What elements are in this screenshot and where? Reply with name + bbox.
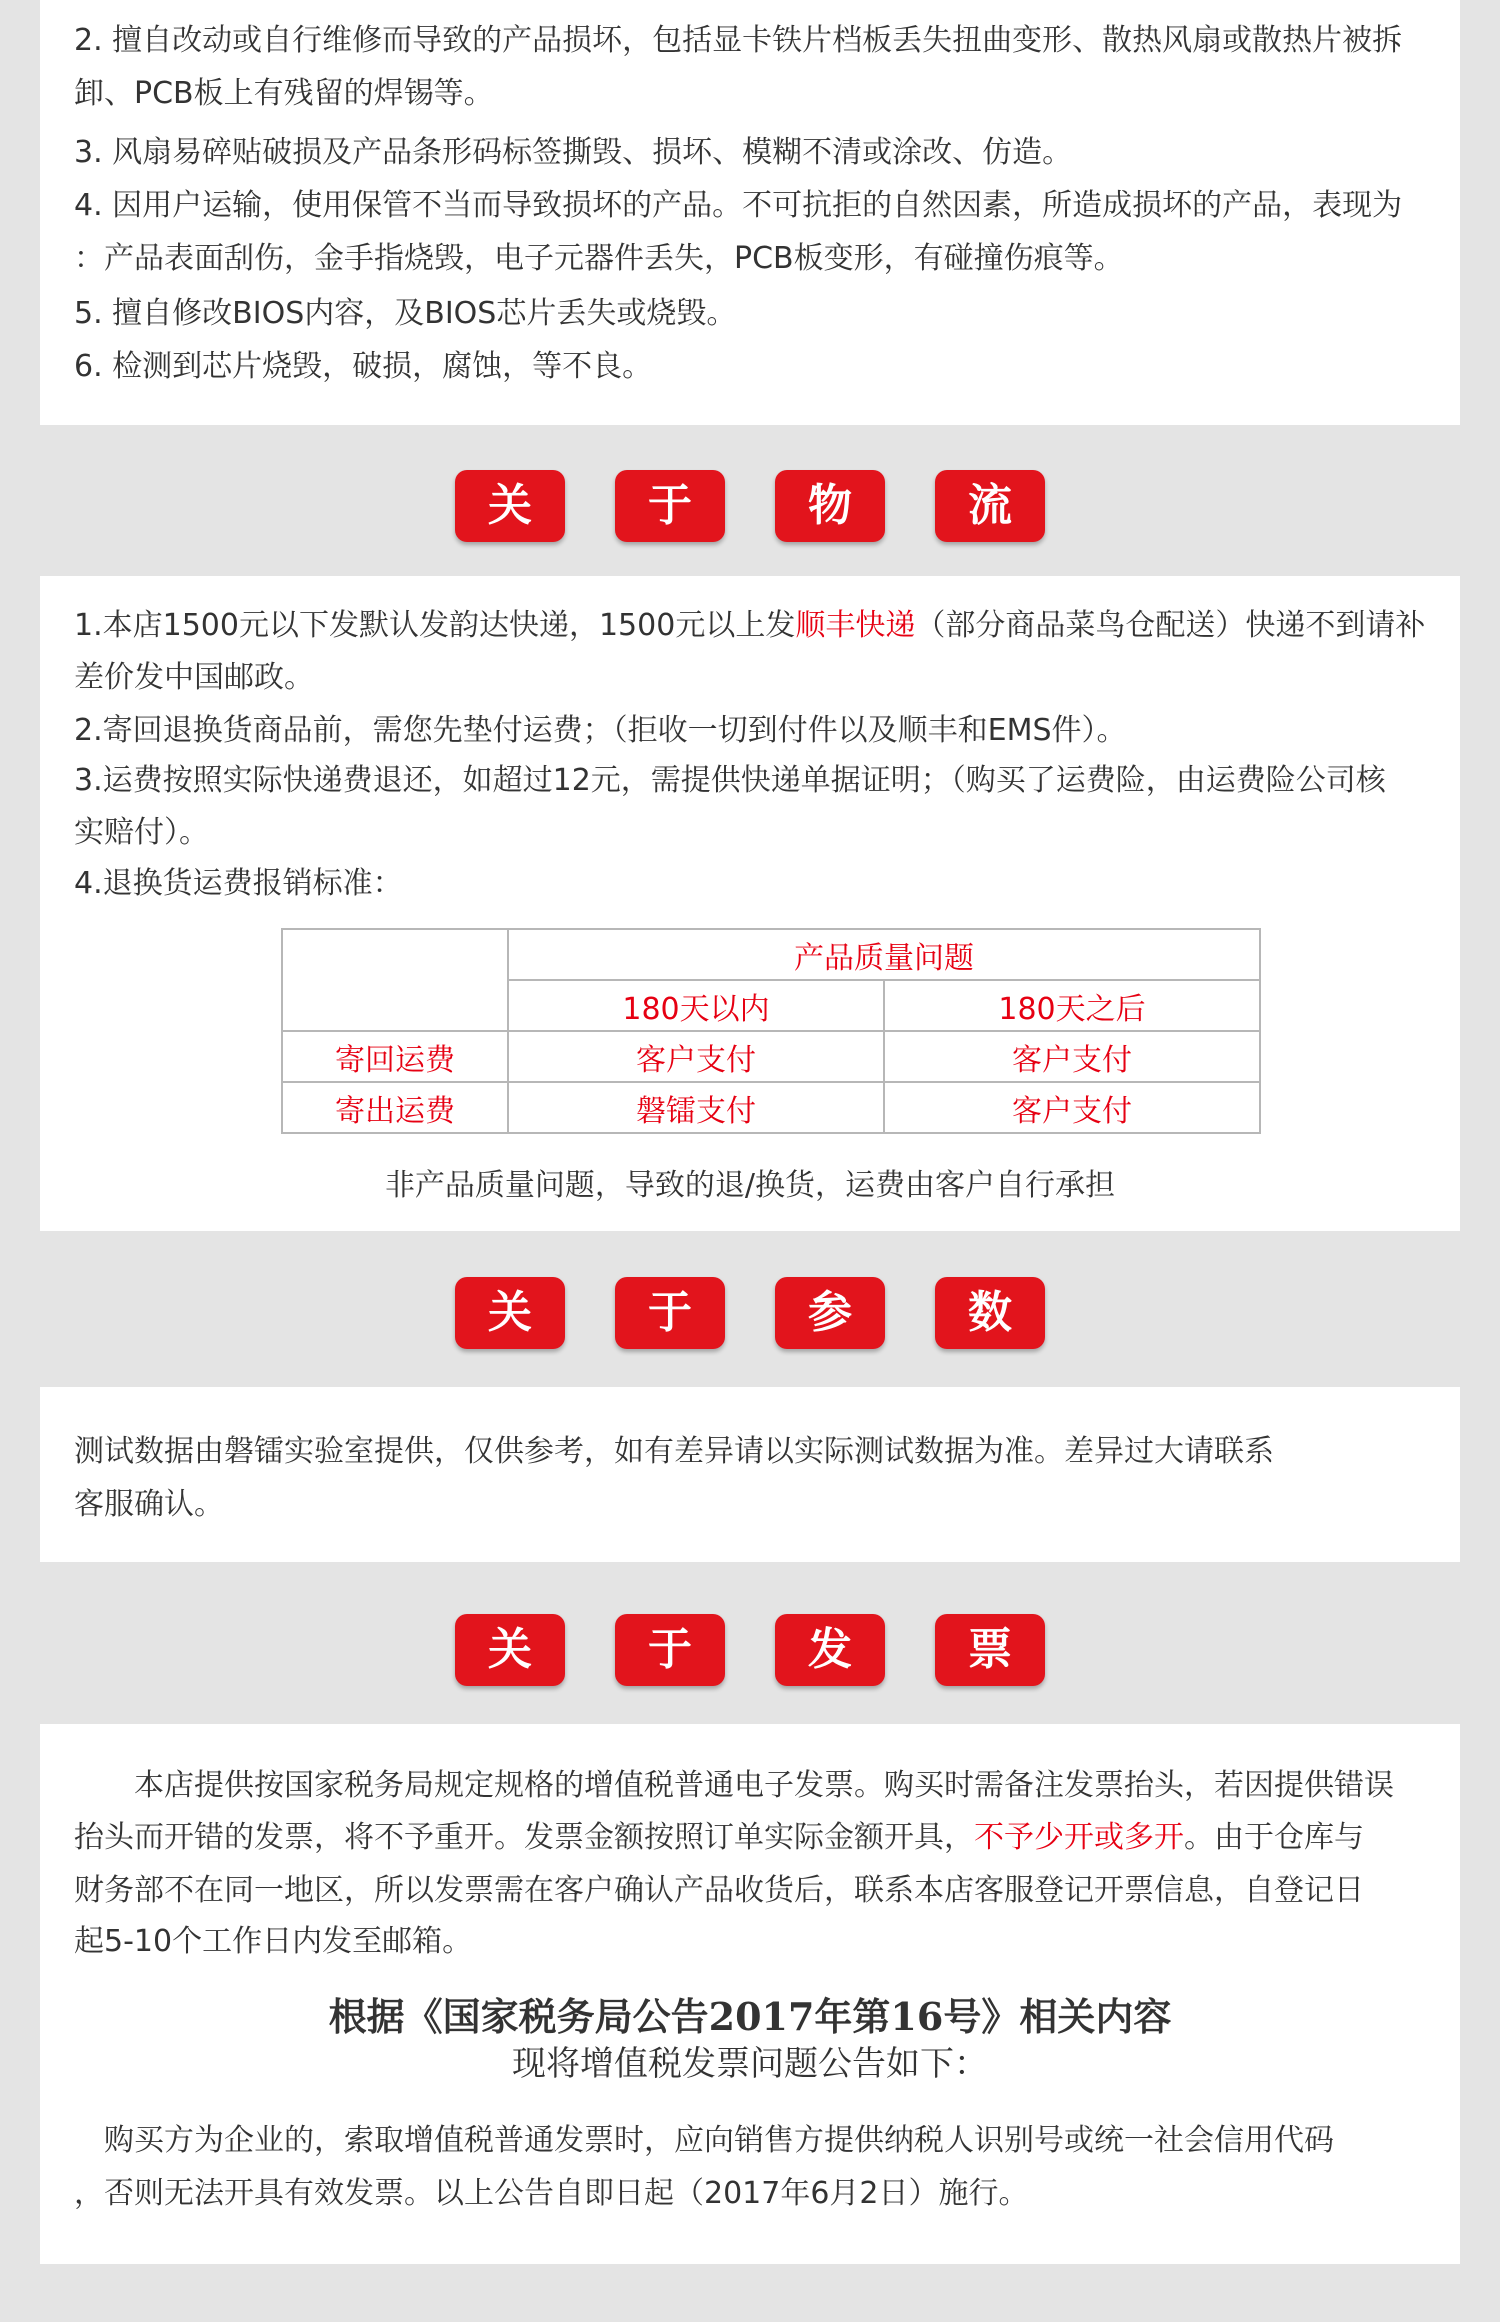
quality-line: 5. 擅自修改BIOS内容，及BIOS芯片丢失或烧毁。 bbox=[74, 296, 737, 331]
row-label: 寄回运费 bbox=[282, 1031, 508, 1082]
logistics-heading bbox=[0, 470, 1500, 542]
heading-char: 参 bbox=[775, 1277, 885, 1349]
table-header-within: 180天以内 bbox=[508, 980, 884, 1031]
table-header-after: 180天之后 bbox=[884, 980, 1260, 1031]
table-cell: 客户支付 bbox=[884, 1082, 1260, 1133]
notice-line: 购买方为企业的，索取增值税普通发票时，应向销售方提供纳税人识别号或统一社会信用代码 bbox=[74, 2123, 1334, 2158]
quality-terms-panel bbox=[40, 0, 1460, 425]
quality-line: 2. 擅自改动或自行维修而导致的产品损坏，包括显卡铁片档板丢失扭曲变形、散热风扇或散热片被拆 bbox=[74, 23, 1403, 58]
params-heading bbox=[0, 1277, 1500, 1349]
invoice-line: 起5-10个工作日内发至邮箱。 bbox=[74, 1924, 473, 1959]
table-row bbox=[282, 1031, 1260, 1082]
row-label: 寄出运费 bbox=[282, 1082, 508, 1133]
heading-char: 票 bbox=[935, 1614, 1045, 1686]
invoice-line: 抬头而开错的发票，将不予重开。发票金额按照订单实际金额开具，不予少开或多开。由于仓库与 bbox=[74, 1820, 1364, 1855]
notice-subtitle: 现将增值税发票问题公告如下： bbox=[512, 2044, 988, 2084]
table-cell: 客户支付 bbox=[884, 1031, 1260, 1082]
invoice-line: 本店提供按国家税务局规定规格的增值税普通电子发票。购买时需备注发票抬头，若因提供错误 bbox=[74, 1768, 1394, 1803]
notice-title: 根据《国家税务局公告2017年第16号》相关内容 bbox=[328, 1994, 1172, 2039]
table-row bbox=[282, 1082, 1260, 1133]
params-panel bbox=[40, 1387, 1460, 1562]
logistics-line: 差价发中国邮政。 bbox=[74, 660, 314, 695]
table-cell: 磐镭支付 bbox=[508, 1082, 884, 1133]
heading-char: 流 bbox=[935, 470, 1045, 542]
heading-char: 数 bbox=[935, 1277, 1045, 1349]
heading-char: 于 bbox=[615, 1614, 725, 1686]
quality-line: 4. 因用户运输，使用保管不当而导致损坏的产品。不可抗拒的自然因素，所造成损坏的产品，表现为 bbox=[74, 188, 1403, 223]
heading-char: 关 bbox=[455, 1277, 565, 1349]
heading-char: 关 bbox=[455, 1614, 565, 1686]
logistics-line: 实赔付）。 bbox=[74, 815, 209, 850]
table-header-quality: 产品质量问题 bbox=[508, 929, 1260, 980]
logistics-line: 2.寄回退换货商品前，需您先垫付运费；（拒收一切到付件以及顺丰和EMS件）。 bbox=[74, 713, 1127, 748]
logistics-line: 4.退换货运费报销标准： bbox=[74, 866, 403, 901]
heading-char: 于 bbox=[615, 470, 725, 542]
quality-line: ：产品表面刮伤，金手指烧毁，电子元器件丢失，PCB板变形，有碰撞伤痕等。 bbox=[74, 241, 1124, 276]
shipping-fee-table bbox=[281, 928, 1261, 1134]
heading-char: 关 bbox=[455, 470, 565, 542]
invoice-panel bbox=[40, 1724, 1460, 2264]
logistics-line: 3.运费按照实际快递费退还，如超过12元，需提供快递单据证明；（购买了运费险，由运费险公司核 bbox=[74, 763, 1386, 798]
table-cell: 客户支付 bbox=[508, 1031, 884, 1082]
table-corner-cell bbox=[282, 929, 508, 1031]
heading-char: 发 bbox=[775, 1614, 885, 1686]
notice-line: ，否则无法开具有效发票。以上公告自即日起（2017年6月2日）施行。 bbox=[74, 2176, 1029, 2211]
heading-char: 物 bbox=[775, 470, 885, 542]
quality-line: 3. 风扇易碎贴破损及产品条形码标签撕毁、损坏、模糊不清或涂改、仿造。 bbox=[74, 135, 1073, 170]
invoice-heading bbox=[0, 1614, 1500, 1686]
quality-line: 6. 检测到芯片烧毁，破损，腐蚀，等不良。 bbox=[74, 349, 653, 384]
table-caption: 非产品质量问题，导致的退/换货，运费由客户自行承担 bbox=[384, 1168, 1116, 1203]
invoice-line: 财务部不在同一地区，所以发票需在客户确认产品收货后，联系本店客服登记开票信息，自登记日 bbox=[74, 1873, 1364, 1908]
params-line: 客服确认。 bbox=[74, 1487, 224, 1522]
logistics-panel bbox=[40, 576, 1460, 1231]
highlight-no-change: 不予少开或多开 bbox=[974, 1820, 1184, 1855]
quality-line: 卸、PCB板上有残留的焊锡等。 bbox=[74, 76, 494, 111]
params-line: 测试数据由磐镭实验室提供，仅供参考，如有差异请以实际测试数据为准。差异过大请联系 bbox=[74, 1434, 1274, 1469]
logistics-line: 1.本店1500元以下发默认发韵达快递，1500元以上发顺丰快递（部分商品菜鸟仓配送）快递不到请补 bbox=[74, 608, 1426, 643]
highlight-courier: 顺丰快递 bbox=[795, 608, 916, 643]
heading-char: 于 bbox=[615, 1277, 725, 1349]
